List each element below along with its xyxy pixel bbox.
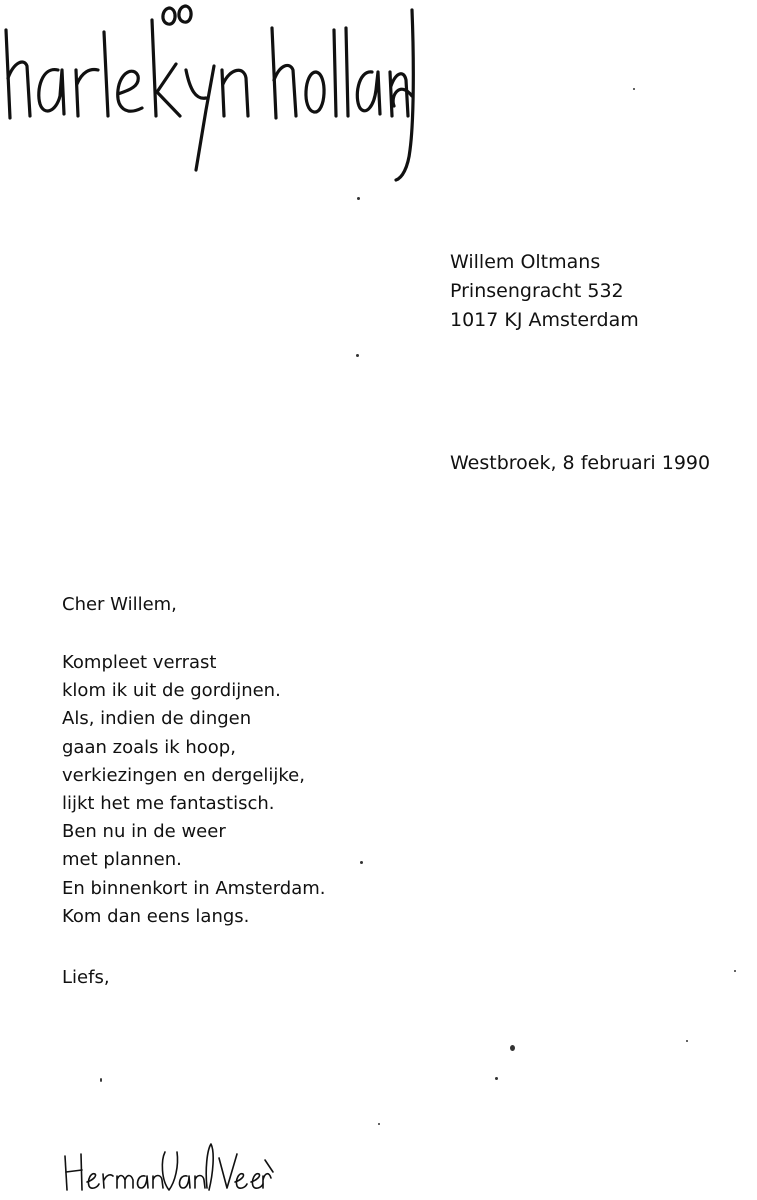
body-line: lijkt het me fantastisch.	[62, 793, 275, 815]
scan-speck	[495, 1077, 498, 1080]
recipient-address	[450, 248, 639, 335]
scan-speck	[378, 1123, 380, 1125]
closing: Liefs,	[62, 967, 110, 988]
body-line: Kom dan eens langs.	[62, 905, 250, 927]
scan-speck	[734, 970, 736, 972]
body-line: klom ik uit de gordijnen.	[62, 680, 281, 702]
recipient-city: 1017 KJ Amsterdam	[450, 309, 639, 331]
body-line: verkiezingen en dergelijke,	[62, 764, 305, 786]
body-line: Als, indien de dingen	[62, 708, 252, 730]
scan-speck	[510, 1045, 515, 1051]
recipient-street: Prinsengracht 532	[450, 280, 624, 302]
scan-speck	[356, 354, 359, 357]
signature-graphic	[55, 1130, 275, 1200]
body-line: Ben nu in de weer	[62, 821, 226, 843]
handwritten-signature	[55, 1130, 275, 1200]
body-line: En binnenkort in Amsterdam.	[62, 877, 326, 899]
letterhead-logo-graphic	[0, 0, 430, 200]
recipient-name: Willem Oltmans	[450, 251, 601, 273]
letter-body	[62, 649, 326, 931]
salutation: Cher Willem,	[62, 594, 177, 615]
scan-speck	[357, 197, 360, 200]
scan-speck	[100, 1078, 102, 1082]
body-line: met plannen.	[62, 849, 182, 871]
letterhead-logo	[0, 0, 430, 200]
scan-speck	[360, 861, 363, 864]
scan-speck	[686, 1040, 688, 1042]
date-line: Westbroek, 8 februari 1990	[450, 452, 711, 474]
body-line: gaan zoals ik hoop,	[62, 736, 236, 758]
body-line: Kompleet verrast	[62, 652, 217, 673]
scan-speck	[633, 88, 635, 90]
